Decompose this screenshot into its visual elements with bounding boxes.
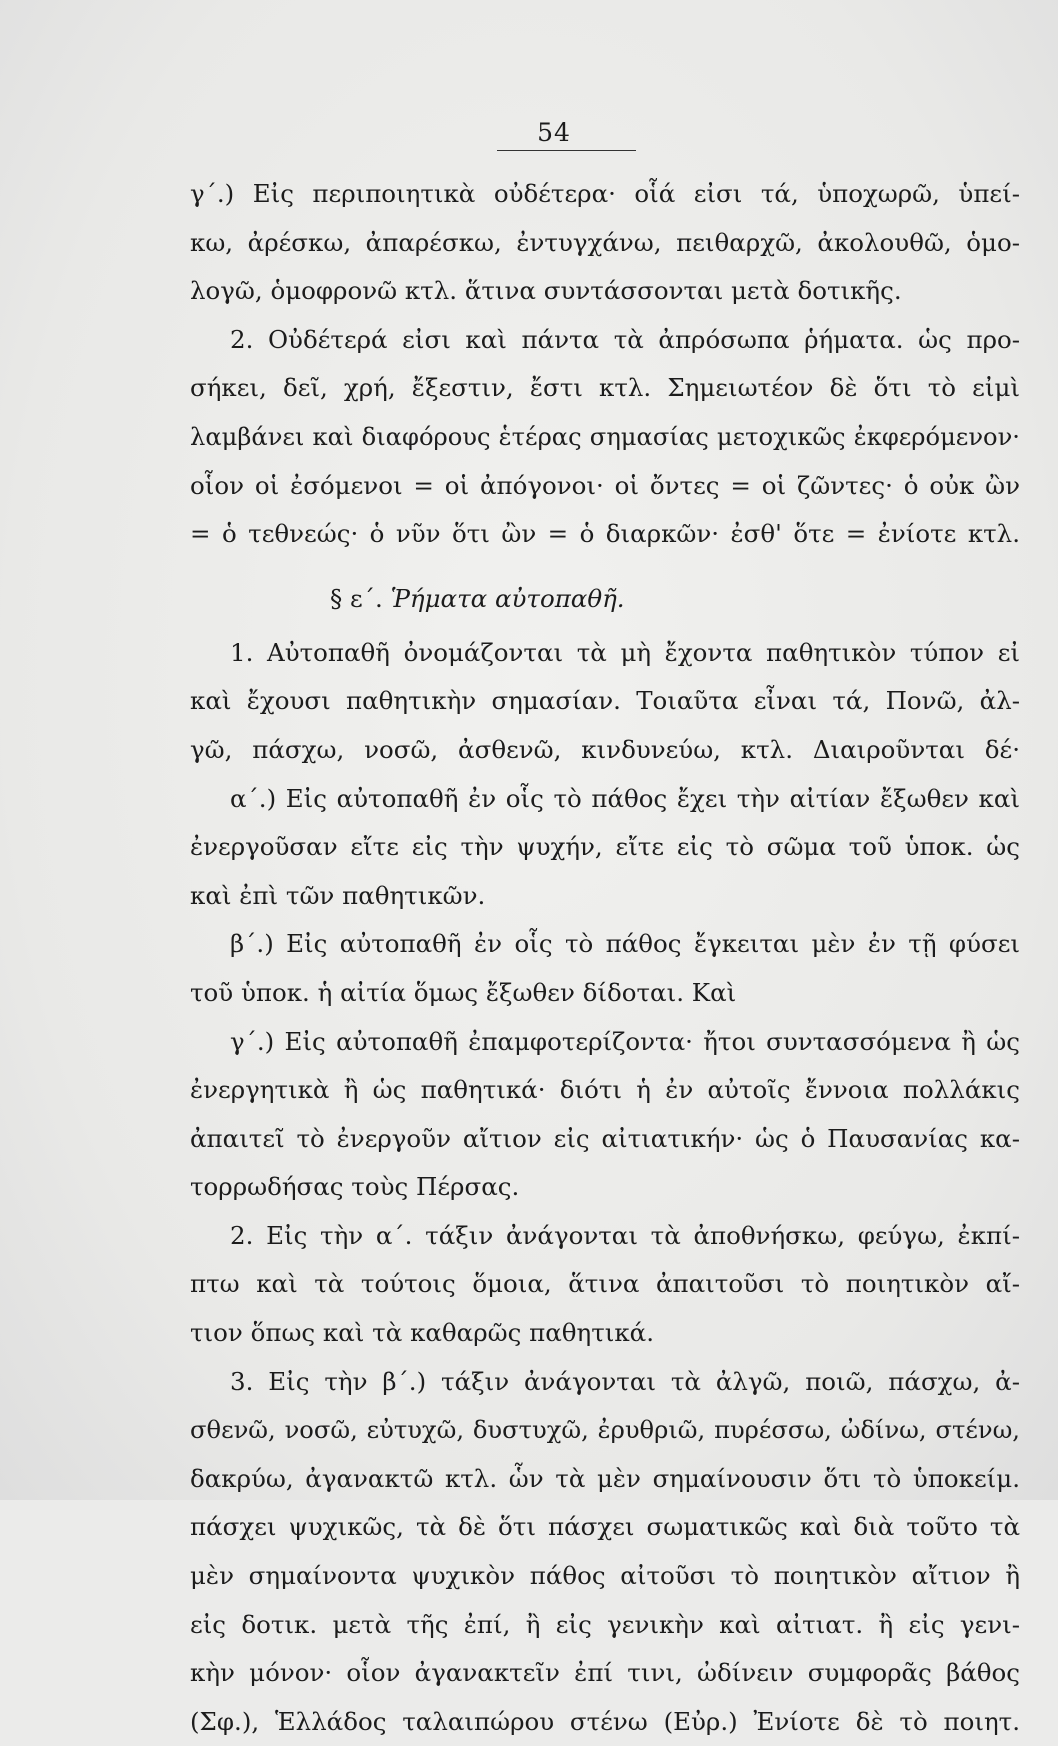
text-line: πάσχει ψυχικῶς, τὰ δὲ ὅτι πάσχει σωματικῶς καὶ διὰ τοῦτο τὰ (190, 1512, 1020, 1542)
text-line: 3. Εἰς τὴν β΄.) τάξιν ἀνάγονται τὰ ἀλγῶ, ποιῶ, πάσχω, ἀ- (230, 1366, 1020, 1396)
text-line: ἀπαιτεῖ τὸ ἐνεργοῦν αἴτιον εἰς αἰτιατικήν· ὡς ὁ Παυσανίας κα- (190, 1123, 1020, 1153)
text-line: πτω καὶ τὰ τούτοις ὅμοια, ἅτινα ἀπαιτοῦσι τὸ ποιητικὸν αἴ- (190, 1269, 1020, 1299)
text-line: ἐνεργοῦσαν εἴτε εἰς τὴν ψυχήν, εἴτε εἰς τὸ σῶμα τοῦ ὑποκ. ὡς (190, 832, 1020, 862)
text-line: μὲν σημαίνοντα ψυχικὸν πάθος αἰτοῦσι τὸ ποιητικὸν αἴτιον ἢ (190, 1561, 1020, 1591)
text-line: τοῦ ὑποκ. ἡ αἰτία ὅμως ἔξωθεν δίδοται. Καὶ (190, 977, 737, 1007)
text-line: λογῶ, ὁμοφρονῶ κτλ. ἅτινα συντάσσονται μετὰ δοτικῆς. (190, 276, 902, 306)
text-line: καὶ ἐπὶ τῶν παθητικῶν. (190, 880, 486, 910)
section-title: Ῥήματα αὐτοπαθῆ. (390, 583, 625, 613)
text-line: λαμβάνει καὶ διαφόρους ἑτέρας σημασίας μετοχικῶς ἐκφερόμενον· (190, 422, 1020, 451)
text-line: δακρύω, ἀγανακτῶ κτλ. ὧν τὰ μὲν σημαίνουσιν ὅτι τὸ ὑποκείμ. (190, 1463, 1020, 1493)
section-heading (190, 559, 1020, 615)
text-line: καὶ ἔχουσι παθητικὴν σημασίαν. Τοιαῦτα εἶναι τά, Πονῶ, ἀλ- (190, 686, 1020, 716)
text-line: σθενῶ, νοσῶ, εὐτυχῶ, δυστυχῶ, ἐρυθριῶ, πυρέσσω, ὠδίνω, στένω, (190, 1416, 1020, 1445)
text-line: γ΄.) Εἰς περιποιητικὰ οὐδέτερα· οἷά εἰσι τά, ὑποχωρῶ, ὑπεί- (190, 179, 1020, 208)
text-line: β΄.) Εἰς αὐτοπαθῆ ἐν οἷς τὸ πάθος ἔγκειται μὲν ἐν τῇ φύσει (230, 929, 1020, 959)
text-line: 1. Αὐτοπαθῆ ὀνομάζονται τὰ μὴ ἔχοντα παθητικὸν τύπον εἰ (230, 637, 1020, 667)
text-line: σήκει, δεῖ, χρή, ἔξεστιν, ἔστι κτλ. Σημειωτέον δὲ ὅτι τὸ εἰμὶ (190, 373, 1020, 403)
text-line: κὴν μόνον· οἷον ἀγανακτεῖν ἐπί τινι, ὠδίνειν συμφορᾶς βάθος (190, 1658, 1020, 1688)
text-line: τιον ὅπως καὶ τὰ καθαρῶς παθητικά. (190, 1318, 654, 1348)
header-rule (497, 150, 636, 151)
text-line: α΄.) Εἰς αὐτοπαθῆ ἐν οἷς τὸ πάθος ἔχει τὴν αἰτίαν ἔξωθεν καὶ (230, 783, 1020, 813)
text-line: 2. Εἰς τὴν α΄. τάξιν ἀνάγονται τὰ ἀποθνήσκω, φεύγω, ἐκπί- (230, 1220, 1020, 1250)
text-line: εἰς δοτικ. μετὰ τῆς ἐπί, ἢ εἰς γενικὴν καὶ αἰτιατ. ἢ εἰς γενι- (190, 1609, 1020, 1639)
text-line: 2. Οὐδέτερά εἰσι καὶ πάντα τὰ ἀπρόσωπα ῥήματα. ὡς προ- (230, 324, 1020, 354)
text-line: οἷον οἱ ἐσόμενοι = οἱ ἀπόγονοι· οἱ ὄντες = οἱ ζῶντες· ὁ οὐκ ὢν (190, 470, 1020, 500)
section-number: § ε΄. (330, 583, 383, 613)
paragraph-block-top (190, 170, 1020, 559)
body-text (190, 170, 1020, 1746)
page-number: 54 (537, 118, 571, 147)
text-line: γῶ, πάσχω, νοσῶ, ἀσθενῶ, κινδυνεύω, κτλ. Διαιροῦνται δέ· (190, 734, 1020, 764)
text-line: = ὁ τεθνεώς· ὁ νῦν ὅτι ὢν = ὁ διαρκῶν· ἐσθ' ὅτε = ἐνίοτε κτλ. (190, 519, 1020, 549)
text-line: ἐνεργητικὰ ἢ ὡς παθητικά· διότι ἡ ἐν αὐτοῖς ἔννοια πολλάκις (190, 1075, 1020, 1105)
paragraph-block-bottom (190, 629, 1020, 1746)
text-line: κω, ἀρέσκω, ἀπαρέσκω, ἐντυγχάνω, πειθαρχῶ, ἀκολουθῶ, ὁμο- (190, 227, 1020, 257)
text-line: τορρωδήσας τοὺς Πέρσας. (190, 1172, 520, 1202)
text-line: (Σφ.), Ἑλλάδος ταλαιπώρου στένω (Εὐρ.) Ἐνίοτε δὲ τὸ ποιητ. (190, 1706, 1020, 1736)
text-line: γ΄.) Εἰς αὐτοπαθῆ ἐπαμφοτερίζοντα· ἤτοι συντασσόμενα ἢ ὡς (230, 1026, 1020, 1056)
